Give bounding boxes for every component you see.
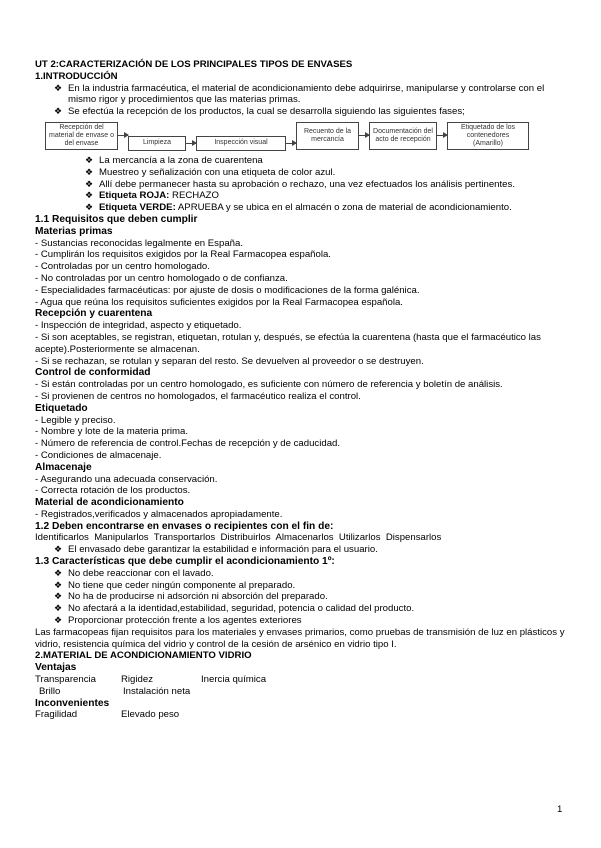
list-item: Transparencia	[35, 674, 96, 686]
diamond-bullet-icon: ❖	[85, 178, 94, 189]
diamond-bullet-icon: ❖	[85, 166, 94, 177]
subheading-materias-primas: Materias primas	[35, 225, 113, 237]
text-line: - Legible y preciso.	[35, 414, 116, 426]
text-line: - Especialidades farmacéuticas: por ajuste de dosis o modificaciones de la forma galénica.	[35, 284, 420, 296]
flow-step: Etiquetado de los contenedores (Amarillo)	[447, 122, 529, 150]
flow-step: Recepción del material de envase o del envase	[45, 122, 118, 150]
diamond-bullet-icon: ❖	[54, 544, 63, 555]
text-line: Identificarlos Manipularlos Transportarlos Distribuirlos Almacenarlos Utilizarlos Dispensarlos	[35, 532, 442, 544]
text-line: - Condiciones de almacenaje.	[35, 449, 162, 461]
flow-step: Inspección visual	[196, 136, 286, 151]
subheading-control-conformidad: Control de conformidad	[35, 367, 151, 379]
subheading-almacenaje: Almacenaje	[35, 461, 92, 473]
diamond-bullet-icon: ❖	[54, 82, 63, 93]
text-line: - Número de referencia de control.Fechas de recepción y de caducidad.	[35, 438, 341, 450]
diamond-bullet-icon: ❖	[85, 190, 94, 201]
ventajas-row	[35, 686, 570, 698]
sub-bullet-item: ❖ Muestreo y señalización con una etiqueta de color azul.	[85, 166, 336, 178]
sub-bullet-item: ❖ Etiqueta ROJA: RECHAZO	[85, 190, 219, 202]
reception-flow-diagram	[45, 121, 570, 151]
diamond-bullet-icon: ❖	[54, 567, 63, 578]
text-line: - Nombre y lote de la materia prima.	[35, 426, 189, 438]
subheading-material-acondicionamiento: Material de acondicionamiento	[35, 497, 184, 509]
text-line: - Registrados,verificados y almacenados apropiadamente.	[35, 508, 283, 520]
text-line: - Inspección de integridad, aspecto y etiquetado.	[35, 320, 242, 332]
text-line: - Agua que reúna los requisitos suficientes exigidos por la Real Farmacopea española.	[35, 296, 403, 308]
list-item: Inercia química	[201, 674, 267, 686]
text-line: - Si provienen de centros no homologados, el farmacéutico realiza el control.	[35, 390, 361, 402]
section-heading-vidrio: 2.MATERIAL DE ACONDICIONAMIENTO VIDRIO	[35, 650, 252, 662]
section-heading-requisitos: 1.1 Requisitos que deben cumplir	[35, 213, 198, 225]
arrow-right-icon	[359, 135, 369, 136]
diamond-bullet-icon: ❖	[54, 591, 63, 602]
bullet-item: ❖ No ha de producirse ni adsorción ni absorción del preparado.	[54, 591, 328, 603]
text-line: - Controladas por un centro homologado.	[35, 261, 210, 273]
text-line: - Asegurando una adecuada conservación.	[35, 473, 218, 485]
text-line: - No controladas por un centro homologado o de confianza.	[35, 272, 288, 284]
bullet-item: ❖ En la industria farmacéutica, el material de acondicionamiento debe adquirirse, manipularse y controlarse con el mismo rigor y procedimientos que las materias primas.	[54, 82, 545, 106]
arrow-right-icon	[286, 143, 296, 144]
subheading-inconvenientes: Inconvenientes	[35, 697, 110, 709]
list-item: Instalación neta	[123, 685, 191, 697]
bullet-item: ❖ No tiene que ceder ningún componente al preparado.	[54, 579, 296, 591]
sub-bullet-item: ❖ Etiqueta VERDE: APRUEBA y se ubica en el almacén o zona de material de acondicionamiento.	[85, 202, 512, 214]
text-line: - Correcta rotación de los productos.	[35, 485, 191, 497]
diamond-bullet-icon: ❖	[85, 154, 94, 165]
bullet-item: ❖ Proporcionar protección frente a los agentes exteriores	[54, 615, 302, 627]
text-line: - Si se rechazan, se rotulan y separan del resto. Se devuelven al proveedor o se destruyen.	[35, 355, 424, 367]
list-item: Rigidez	[121, 674, 153, 686]
subheading-ventajas: Ventajas	[35, 662, 77, 674]
subheading-etiquetado: Etiquetado	[35, 402, 88, 414]
bullet-item: ❖ No afectará a la identidad,estabilidad, seguridad, potencia o calidad del producto.	[54, 603, 415, 615]
paragraph: Las farmacopeas fijan requisitos para los materiales y envases primarios, como pruebas de transmisión de luz en plásticos y vidrio, resistencia química del vidrio y control de la cesión de arsénico en vidrio tipo I.	[35, 626, 565, 650]
inconvenientes-row	[35, 709, 570, 721]
arrow-right-icon	[437, 135, 447, 136]
text-line: - Sustancias reconocidas legalmente en España.	[35, 237, 243, 249]
arrow-right-icon	[186, 143, 196, 144]
bullet-item: ❖ No debe reaccionar con el lavado.	[54, 567, 214, 579]
text-line: - Si están controladas por un centro homologado, es suficiente con número de referencia y boletín de análisis.	[35, 379, 503, 391]
text-line: - Cumplirán los requisitos exigidos por la Real Farmacopea española.	[35, 249, 331, 261]
document-body	[35, 59, 570, 721]
arrow-right-icon	[118, 135, 128, 136]
subheading-recepcion-cuarentena: Recepción y cuarentena	[35, 308, 153, 320]
flow-step: Recuento de la mercancía	[296, 122, 359, 150]
section-heading-introduccion: 1.INTRODUCCIÓN	[35, 70, 118, 82]
diamond-bullet-icon: ❖	[54, 106, 63, 117]
diamond-bullet-icon: ❖	[54, 615, 63, 626]
section-heading-caracteristicas: 1.3 Características que debe cumplir el acondicionamiento 1º:	[35, 556, 335, 568]
diamond-bullet-icon: ❖	[85, 202, 94, 213]
list-item: Elevado peso	[121, 709, 180, 721]
page-number: 1	[557, 804, 563, 815]
bullet-item: ❖ Se efectúa la recepción de los productos, la cual se desarrolla siguiendo las siguientes fases;	[54, 106, 465, 118]
document-title: UT 2:CARACTERIZACIÓN DE LOS PRINCIPALES TIPOS DE ENVASES	[35, 59, 353, 70]
sub-bullet-item: ❖ Allí debe permanecer hasta su aprobación o rechazo, una vez efectuados los análisis pertinentes.	[85, 178, 515, 190]
diamond-bullet-icon: ❖	[54, 603, 63, 614]
flow-step: Limpieza	[128, 136, 186, 151]
bullet-item: ❖ El envasado debe garantizar la estabilidad e información para el usuario.	[54, 544, 378, 556]
list-item: Brillo	[39, 685, 61, 697]
diamond-bullet-icon: ❖	[54, 579, 63, 590]
flow-step: Documentación del acto de recepción	[369, 122, 437, 150]
sub-bullet-item: ❖ La mercancía a la zona de cuarentena	[85, 154, 263, 166]
section-heading-envases: 1.2 Deben encontrarse en envases o recipientes con el fin de:	[35, 520, 334, 532]
ventajas-row	[35, 674, 570, 686]
list-item: Fragilidad	[35, 709, 78, 721]
text-line: - Si son aceptables, se registran, etiquetan, rotulan y, después, se efectúa la cuarentena (hasta que el farmacéutico las acepte).Posteriormente se almacenan.	[35, 331, 541, 355]
